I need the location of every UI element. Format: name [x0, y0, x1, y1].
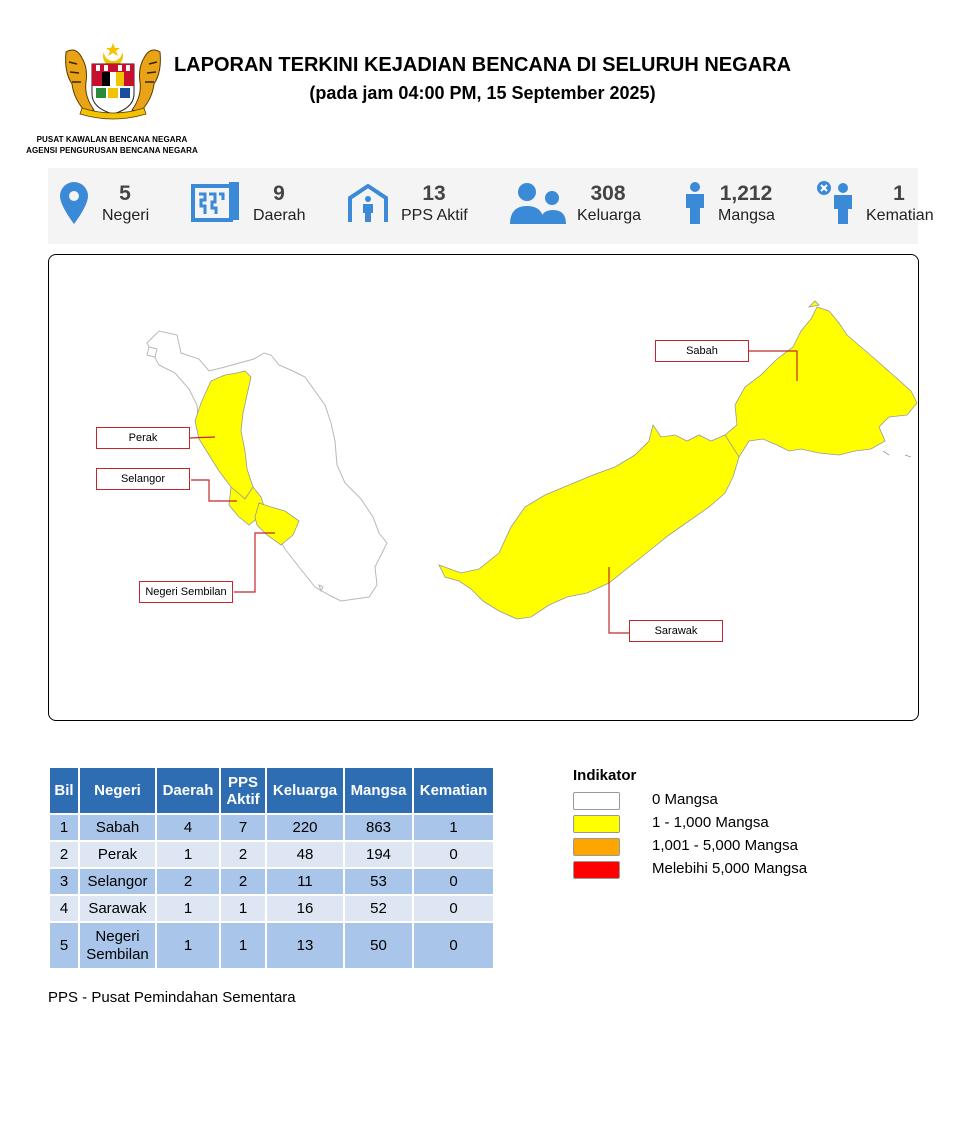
coat-of-arms-logo [60, 42, 166, 124]
table-row [50, 896, 493, 921]
stat-pps-label: PPS Aktif [401, 207, 468, 224]
sabah-region [725, 307, 917, 457]
family-icon [510, 182, 566, 224]
col-pps-aktif: PPS Aktif [221, 768, 265, 813]
table-row [50, 869, 493, 894]
legend-label: 0 Mangsa [652, 791, 718, 808]
cell: 2 [157, 869, 219, 894]
cell: 1 [221, 923, 265, 968]
cell: 1 [157, 923, 219, 968]
col-kematian: Kematian [414, 768, 493, 813]
col-keluarga: Keluarga [267, 768, 343, 813]
cell: Perak [80, 842, 155, 867]
cell: 53 [345, 869, 412, 894]
cell: 3 [50, 869, 78, 894]
death-icon [816, 180, 856, 224]
cell: 13 [267, 923, 343, 968]
cell: 50 [345, 923, 412, 968]
stat-mangsa-value: 1,212 [719, 182, 773, 205]
cell: 1 [157, 842, 219, 867]
cell: 16 [267, 896, 343, 921]
cell: 0 [414, 923, 493, 968]
cell: 220 [267, 815, 343, 840]
summary-stats-bar [48, 168, 934, 244]
report-title: LAPORAN TERKINI KEJADIAN BENCANA DI SELURUH NEGARA [173, 54, 792, 76]
col-bil: Bil [50, 768, 78, 813]
stat-negeri-value: 5 [119, 182, 131, 205]
legend-swatch-1 [573, 815, 620, 833]
cell: 5 [50, 923, 78, 968]
cell: 0 [414, 842, 493, 867]
stat-daerah-value: 9 [273, 182, 285, 205]
table-row [50, 815, 493, 840]
legend-swatch-2 [573, 838, 620, 856]
cell: 4 [50, 896, 78, 921]
stat-kematian-label: Kematian [866, 207, 934, 224]
cell: 1 [221, 896, 265, 921]
cell: 194 [345, 842, 412, 867]
stat-keluarga-value: 308 [590, 182, 626, 205]
legend-swatch-0 [573, 792, 620, 810]
cell: 1 [414, 815, 493, 840]
report-subtitle: (pada jam 04:00 PM, 15 September 2025) [309, 83, 656, 103]
agency-line-1: PUSAT KAWALAN BENCANA NEGARA [36, 135, 188, 144]
peninsular-malaysia-outline [147, 331, 387, 601]
district-map-icon [191, 182, 241, 224]
map-label-sarawak: Sarawak [629, 620, 723, 642]
col-negeri: Negeri [80, 768, 155, 813]
cell: 1 [50, 815, 78, 840]
location-pin-icon [60, 182, 88, 224]
cell: 52 [345, 896, 412, 921]
cell: 0 [414, 896, 493, 921]
cell: 0 [414, 869, 493, 894]
table-header-row [50, 768, 493, 813]
map-label-perak: Perak [96, 427, 190, 449]
stat-keluarga-label: Keluarga [577, 207, 642, 224]
state-statistics-table [48, 766, 495, 970]
cell: Selangor [80, 869, 155, 894]
agency-line-2: AGENSI PENGURUSAN BENCANA NEGARA [26, 146, 198, 155]
cell: 1 [157, 896, 219, 921]
sarawak-region [439, 425, 745, 619]
disaster-map [48, 254, 919, 721]
stat-mangsa-label: Mangsa [718, 207, 775, 224]
person-icon [682, 182, 708, 224]
legend-label: 1 - 1,000 Mangsa [652, 814, 769, 831]
table-row [50, 842, 493, 867]
legend-title: Indikator [573, 767, 637, 784]
stat-negeri-label: Negeri [102, 207, 150, 224]
footnote: PPS - Pusat Pemindahan Sementara [48, 989, 296, 1006]
stat-pps-value: 13 [422, 182, 446, 205]
shelter-icon [346, 182, 390, 224]
cell: 11 [267, 869, 343, 894]
legend-label: 1,001 - 5,000 Mangsa [652, 837, 798, 854]
cell: 2 [221, 869, 265, 894]
cell: 863 [345, 815, 412, 840]
table-row [50, 923, 493, 968]
cell: Negeri Sembilan [80, 923, 155, 968]
cell: 7 [221, 815, 265, 840]
cell: 2 [221, 842, 265, 867]
cell: 48 [267, 842, 343, 867]
cell: Sarawak [80, 896, 155, 921]
stat-daerah-label: Daerah [253, 207, 306, 224]
map-label-sabah: Sabah [655, 340, 749, 362]
col-daerah: Daerah [157, 768, 219, 813]
cell: 2 [50, 842, 78, 867]
agency-name [20, 134, 204, 156]
legend-swatch-3 [573, 861, 620, 879]
cell: 4 [157, 815, 219, 840]
map-label-negeri-sembilan: Negeri Sembilan [139, 581, 233, 603]
map-label-selangor: Selangor [96, 468, 190, 490]
cell: Sabah [80, 815, 155, 840]
stat-kematian-value: 1 [893, 182, 905, 205]
col-mangsa: Mangsa [345, 768, 412, 813]
legend-label: Melebihi 5,000 Mangsa [652, 860, 808, 877]
